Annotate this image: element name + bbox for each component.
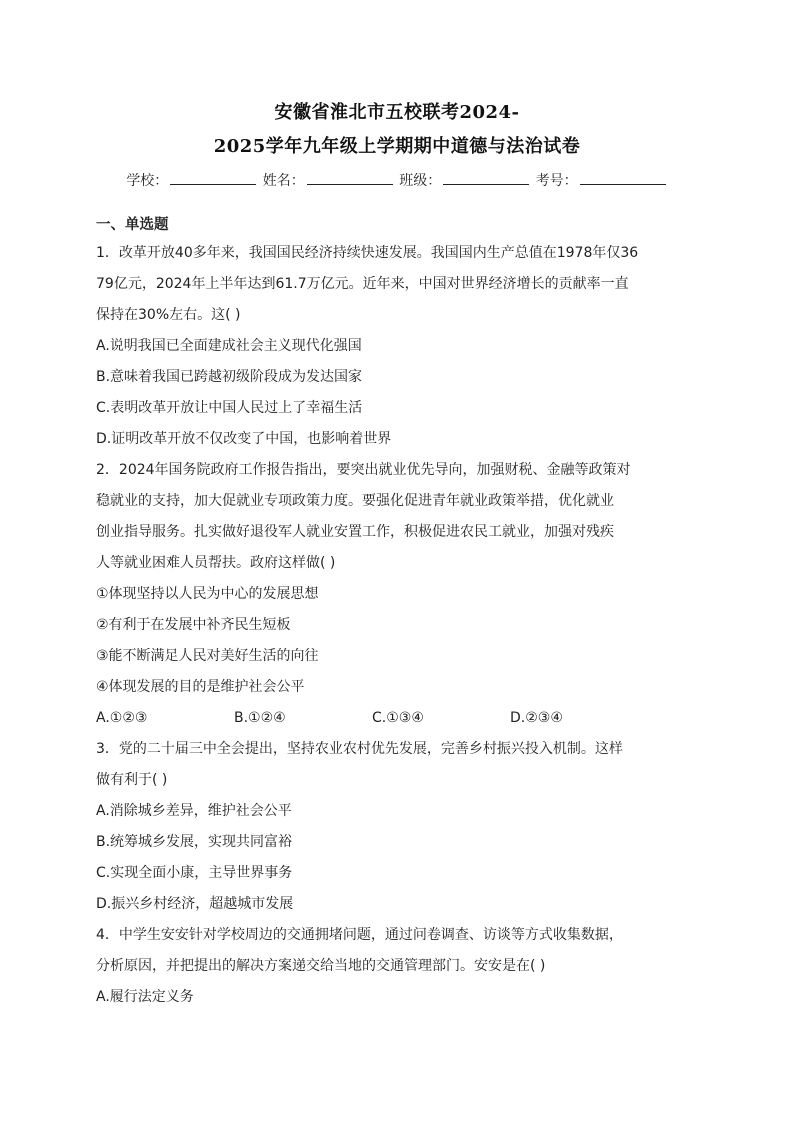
question-stem-line: 4．中学生安安针对学校周边的交通拥堵问题，通过问卷调查、访谈等方式收集数据，	[96, 927, 623, 943]
option-c[interactable]: C.实现全面小康，主导世界事务	[96, 865, 293, 881]
question-4	[96, 920, 696, 1013]
name-label: 姓名：	[262, 173, 305, 189]
question-stem-line: 创业指导服务。扎实做好退役军人就业安置工作，积极促进农民工就业，加强对残疾	[96, 524, 614, 540]
statement-4: ④体现发展的目的是维护社会公平	[96, 679, 305, 695]
question-stem-line: 3．党的二十届三中全会提出，坚持农业农村优先发展，完善乡村振兴投入机制。这样	[96, 741, 623, 757]
exam-number-blank[interactable]	[580, 170, 666, 185]
option-b[interactable]: B.意味着我国已跨越初级阶段成为发达国家	[96, 369, 363, 385]
option-a[interactable]: A.①②③	[96, 710, 148, 726]
option-d[interactable]: D.振兴乡村经济，超越城市发展	[96, 896, 294, 912]
question-1	[96, 238, 696, 455]
question-3	[96, 734, 696, 920]
option-a[interactable]: A.消除城乡差异，维护社会公平	[96, 803, 292, 819]
name-blank[interactable]	[307, 170, 393, 185]
statement-1: ①体现坚持以人民为中心的发展思想	[96, 586, 319, 602]
page-title-line1: 安徽省淮北市五校联考2024-	[274, 102, 520, 123]
option-c[interactable]: C.①③④	[372, 710, 424, 726]
section-title: 一、单选题	[96, 217, 169, 233]
student-info-line	[0, 170, 794, 191]
school-label: 学校：	[126, 173, 169, 189]
option-d[interactable]: D.②③④	[510, 710, 563, 726]
question-stem-line: 保持在30%左右。这( )	[96, 307, 241, 323]
option-b[interactable]: B.①②④	[234, 710, 286, 726]
exam-number-label: 考号：	[535, 173, 578, 189]
question-stem-line: 分析原因，并把提出的解决方案递交给当地的交通管理部门。安安是在( )	[96, 958, 546, 974]
question-stem-line: 人等就业困难人员帮扶。政府这样做( )	[96, 555, 336, 571]
question-stem-line: 2．2024年国务院政府工作报告指出，要突出就业优先导向，加强财税、金融等政策对	[96, 462, 631, 478]
statement-3: ③能不断满足人民对美好生活的向往	[96, 648, 319, 664]
options-row	[96, 703, 696, 734]
question-stem-line: 79亿元，2024年上半年达到61.7万亿元。近年来，中国对世界经济增长的贡献率一直	[96, 276, 629, 292]
question-2	[96, 455, 696, 734]
option-b[interactable]: B.统筹城乡发展，实现共同富裕	[96, 834, 293, 850]
exam-content	[96, 212, 696, 1013]
class-blank[interactable]	[443, 170, 529, 185]
question-stem-line: 1．改革开放40多年来，我国国民经济持续快速发展。我国国内生产总值在1978年仅36	[96, 245, 639, 261]
option-d[interactable]: D.证明改革开放不仅改变了中国，也影响着世界	[96, 431, 392, 447]
statement-2: ②有利于在发展中补齐民生短板	[96, 617, 291, 633]
school-blank[interactable]	[170, 170, 256, 185]
option-a[interactable]: A.履行法定义务	[96, 989, 194, 1005]
page-title-line2: 2025学年九年级上学期期中道德与法治试卷	[213, 136, 581, 157]
question-stem-line: 做有利于( )	[96, 772, 168, 788]
class-label: 班级：	[399, 173, 442, 189]
option-c[interactable]: C.表明改革开放让中国人民过上了幸福生活	[96, 400, 363, 416]
option-a[interactable]: A.说明我国已全面建成社会主义现代化强国	[96, 338, 362, 354]
question-stem-line: 稳就业的支持，加大促就业专项政策力度。要强化促进青年就业政策举措，优化就业	[96, 493, 614, 509]
